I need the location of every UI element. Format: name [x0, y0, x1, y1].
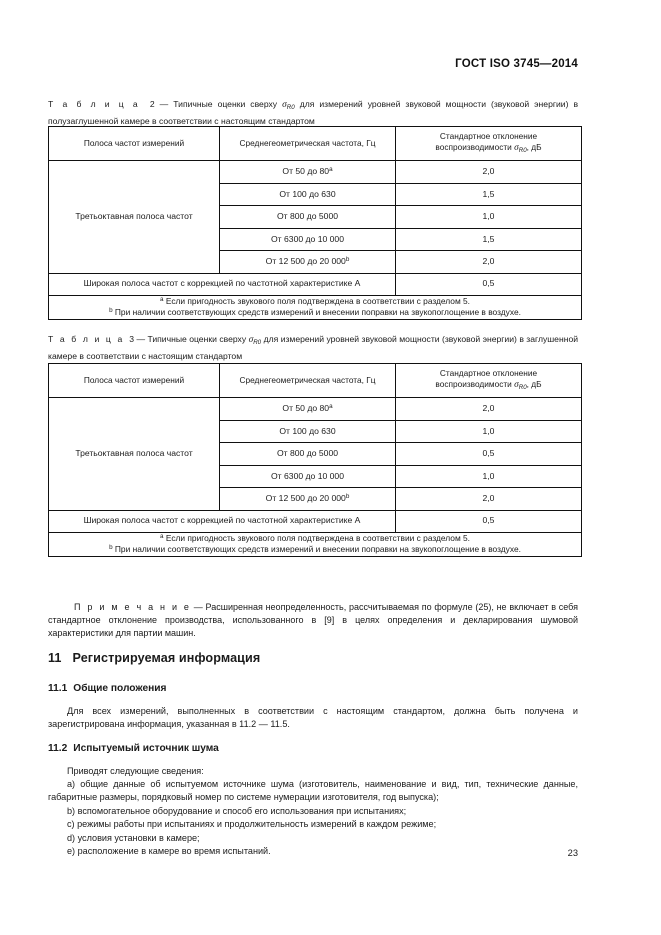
table3-header-deviation-line2: воспроизводимости	[435, 379, 512, 389]
table2-caption-text-after: для измерений уровней звуковой мощности (звуковой энергии) в полузаглушенной камере в соответствии с настоящим стандартом	[48, 99, 579, 126]
table3-value-cell: 2,0	[396, 398, 582, 421]
table3-value-cell: 1,0	[396, 420, 582, 443]
table2-caption	[48, 98, 578, 127]
running-head-standard-title: ГОСТ ISO 3745—2014	[455, 58, 578, 70]
table2-frequency-cell: От 6300 до 10 000	[220, 228, 396, 251]
footnote-b: $^b$ При наличии соответствующих средств измерений и внесении поправки на звукопоглощение в воздухе.	[109, 307, 521, 317]
footnote-b: $^b$ При наличии соответствующих средств измерений и внесении поправки на звукопоглощение в воздухе.	[109, 544, 521, 554]
note-dash: —	[193, 602, 203, 612]
section-11-number: 11	[48, 651, 62, 665]
table3-frequency-cell: От 100 до 630	[220, 420, 396, 443]
table3-header-frequency: Среднегеометрическая частота, Гц	[220, 364, 396, 398]
table3-caption-lead: Т а б л и ц а	[48, 334, 125, 344]
subsection-11-1-number: 11.1	[48, 683, 68, 694]
table3-wideband-label: Широкая полоса частот с коррекцией по частотной характеристике A	[49, 510, 396, 532]
subsection-11-2-title: Испытуемый источник шума	[73, 743, 219, 754]
table2-value-cell: 1,0	[396, 206, 582, 229]
table2-frequency-cell: От 100 до 630	[220, 183, 396, 206]
footnote-marker: a	[159, 532, 164, 540]
subsection-11-2-intro	[48, 765, 578, 778]
table-row	[49, 398, 582, 421]
paragraph-text: Для всех измерений, выполненных в соответствии с настоящим стандартом, должна быть получена и зарегистрирована информация, указанная в 11.2 — 11.5.	[48, 706, 578, 730]
table2	[48, 126, 578, 320]
table3-footnotes	[49, 532, 582, 556]
table2-caption-lead: Т а б л и ц а	[48, 99, 140, 109]
table3-value-cell: 1,0	[396, 465, 582, 488]
table2-frequency-cell: От 50 до 80$^a$	[220, 161, 396, 184]
table3-caption-dash: —	[136, 334, 146, 344]
table3-header-row	[49, 364, 582, 398]
table3-frequency-cell: От 50 до 80$^a$	[220, 398, 396, 421]
table2-header-band: Полоса частот измерений	[49, 127, 220, 161]
intro-text: Приводят следующие сведения:	[67, 766, 204, 776]
table2-header-deviation-line1: Стандартное отклонение	[439, 130, 538, 141]
footnote-marker: b	[345, 493, 350, 500]
sigma-symbol: $\sigma_{R0}$	[248, 335, 262, 346]
table2-wideband-row	[49, 273, 582, 295]
subsection-11-1-title: Общие положения	[73, 683, 167, 694]
sigma-symbol: $\sigma_{R0}$	[514, 380, 527, 391]
table2-wideband-value: 0,5	[396, 273, 582, 295]
page-number: 23	[567, 848, 578, 858]
table2-value-cell: 1,5	[396, 228, 582, 251]
table3-header-band: Полоса частот измерений	[49, 364, 220, 398]
sigma-symbol: $\sigma_{R0}$	[282, 100, 295, 111]
table3-caption-text-after: для измерений уровней звуковой мощности (звуковой энергии) в заглушенной камере в соответствии с настоящим стандартом	[48, 334, 579, 361]
footnote-marker: a	[329, 166, 333, 173]
table2-header-frequency: Среднегеометрическая частота, Гц	[220, 127, 396, 161]
subsection-11-1-heading	[48, 683, 578, 694]
table3-caption	[48, 333, 578, 362]
subsection-11-2-heading	[48, 743, 578, 754]
list-item: b) вспомогательное оборудование и способ его использования при испытаниях;	[67, 805, 407, 816]
subsection-11-2-list	[48, 778, 578, 858]
sigma-symbol: $\sigma_{R0}$	[514, 143, 527, 154]
table3-value-cell: 0,5	[396, 443, 582, 466]
table3-wideband-value: 0,5	[396, 510, 582, 532]
list-item: c) режимы работы при испытаниях и продолжительность измерений в каждом режиме;	[67, 819, 437, 830]
table3-footnotes-row	[49, 532, 582, 556]
footnote-a: $^a$ Если пригодность звукового поля подтверждена в соответствии с разделом 5.	[159, 532, 471, 543]
table2-footnotes-row	[49, 295, 582, 319]
list-item: e) расположение в камере во время испытаний.	[67, 846, 271, 857]
list-item: a) общие данные об испытуемом источнике шума (изготовитель, наименование и вид, тип, технические данные, габаритные размеры, порядковый номер по системе нумерации изготовителя, год выпуска);	[48, 779, 578, 803]
table2-frequency-cell: От 12 500 до 20 000$^b$	[220, 251, 396, 274]
table2-header-deviation-line2: воспроизводимости	[435, 142, 512, 152]
table3-frequency-cell: От 6300 до 10 000	[220, 465, 396, 488]
footnote-marker: b	[109, 307, 113, 314]
footnote-marker: b	[109, 544, 113, 551]
table3-caption-number: 3	[129, 334, 134, 344]
table2-header-deviation: Стандартное отклонение воспроизводимости $\sigma_{R0}$, дБ	[396, 127, 582, 161]
note-lead: П р и м е ч а н и е	[74, 602, 192, 612]
table3-frequency-cell: От 800 до 5000	[220, 443, 396, 466]
table3-caption-text-before: Типичные оценки сверху	[147, 334, 247, 344]
subsection-11-2-number: 11.2	[48, 743, 68, 754]
table2-wideband-label: Широкая полоса частот с коррекцией по частотной характеристике A	[49, 273, 396, 295]
table2-caption-dash: —	[159, 99, 169, 109]
table2-caption-number: 2	[149, 99, 155, 109]
footnote-marker: a	[329, 403, 333, 410]
table3-row-label: Третьоктавная полоса частот	[49, 398, 220, 511]
table3-wideband-row	[49, 510, 582, 532]
table2-row-label: Третьоктавная полоса частот	[49, 161, 220, 274]
footnote-marker: b	[345, 256, 350, 263]
table3-frequency-cell: От 12 500 до 20 000$^b$	[220, 488, 396, 511]
section-11-heading	[48, 651, 578, 665]
table2-caption-text-before: Типичные оценки сверху	[173, 99, 278, 109]
table3	[48, 363, 578, 557]
note-text: Расширенная неопределенность, рассчитываемая по формуле (25), не включает в себя стандартное отклонение производства, использованного в [9] в целях определения и декларирования шумовой характеристики для партии машин.	[48, 602, 578, 639]
table2-header-row	[49, 127, 582, 161]
table2-value-cell: 1,5	[396, 183, 582, 206]
table2-frequency-cell: От 800 до 5000	[220, 206, 396, 229]
footnote-a: $^a$ Если пригодность звукового поля подтверждена в соответствии с разделом 5.	[159, 295, 471, 306]
table-row	[49, 161, 582, 184]
list-item: d) условия установки в камере;	[67, 832, 200, 843]
table3-header-deviation: Стандартное отклонение воспроизводимости $\sigma_{R0}$, дБ	[396, 364, 582, 398]
note-block	[48, 601, 578, 641]
table3-header-deviation-line1: Стандартное отклонение	[439, 367, 538, 378]
table3-value-cell: 2,0	[396, 488, 582, 511]
footnote-marker: a	[159, 295, 164, 303]
section-11-title: Регистрируемая информация	[72, 651, 261, 665]
table2-footnotes	[49, 295, 582, 319]
table2-value-cell: 2,0	[396, 251, 582, 274]
subsection-11-1-paragraph	[48, 705, 578, 732]
table2-value-cell: 2,0	[396, 161, 582, 184]
